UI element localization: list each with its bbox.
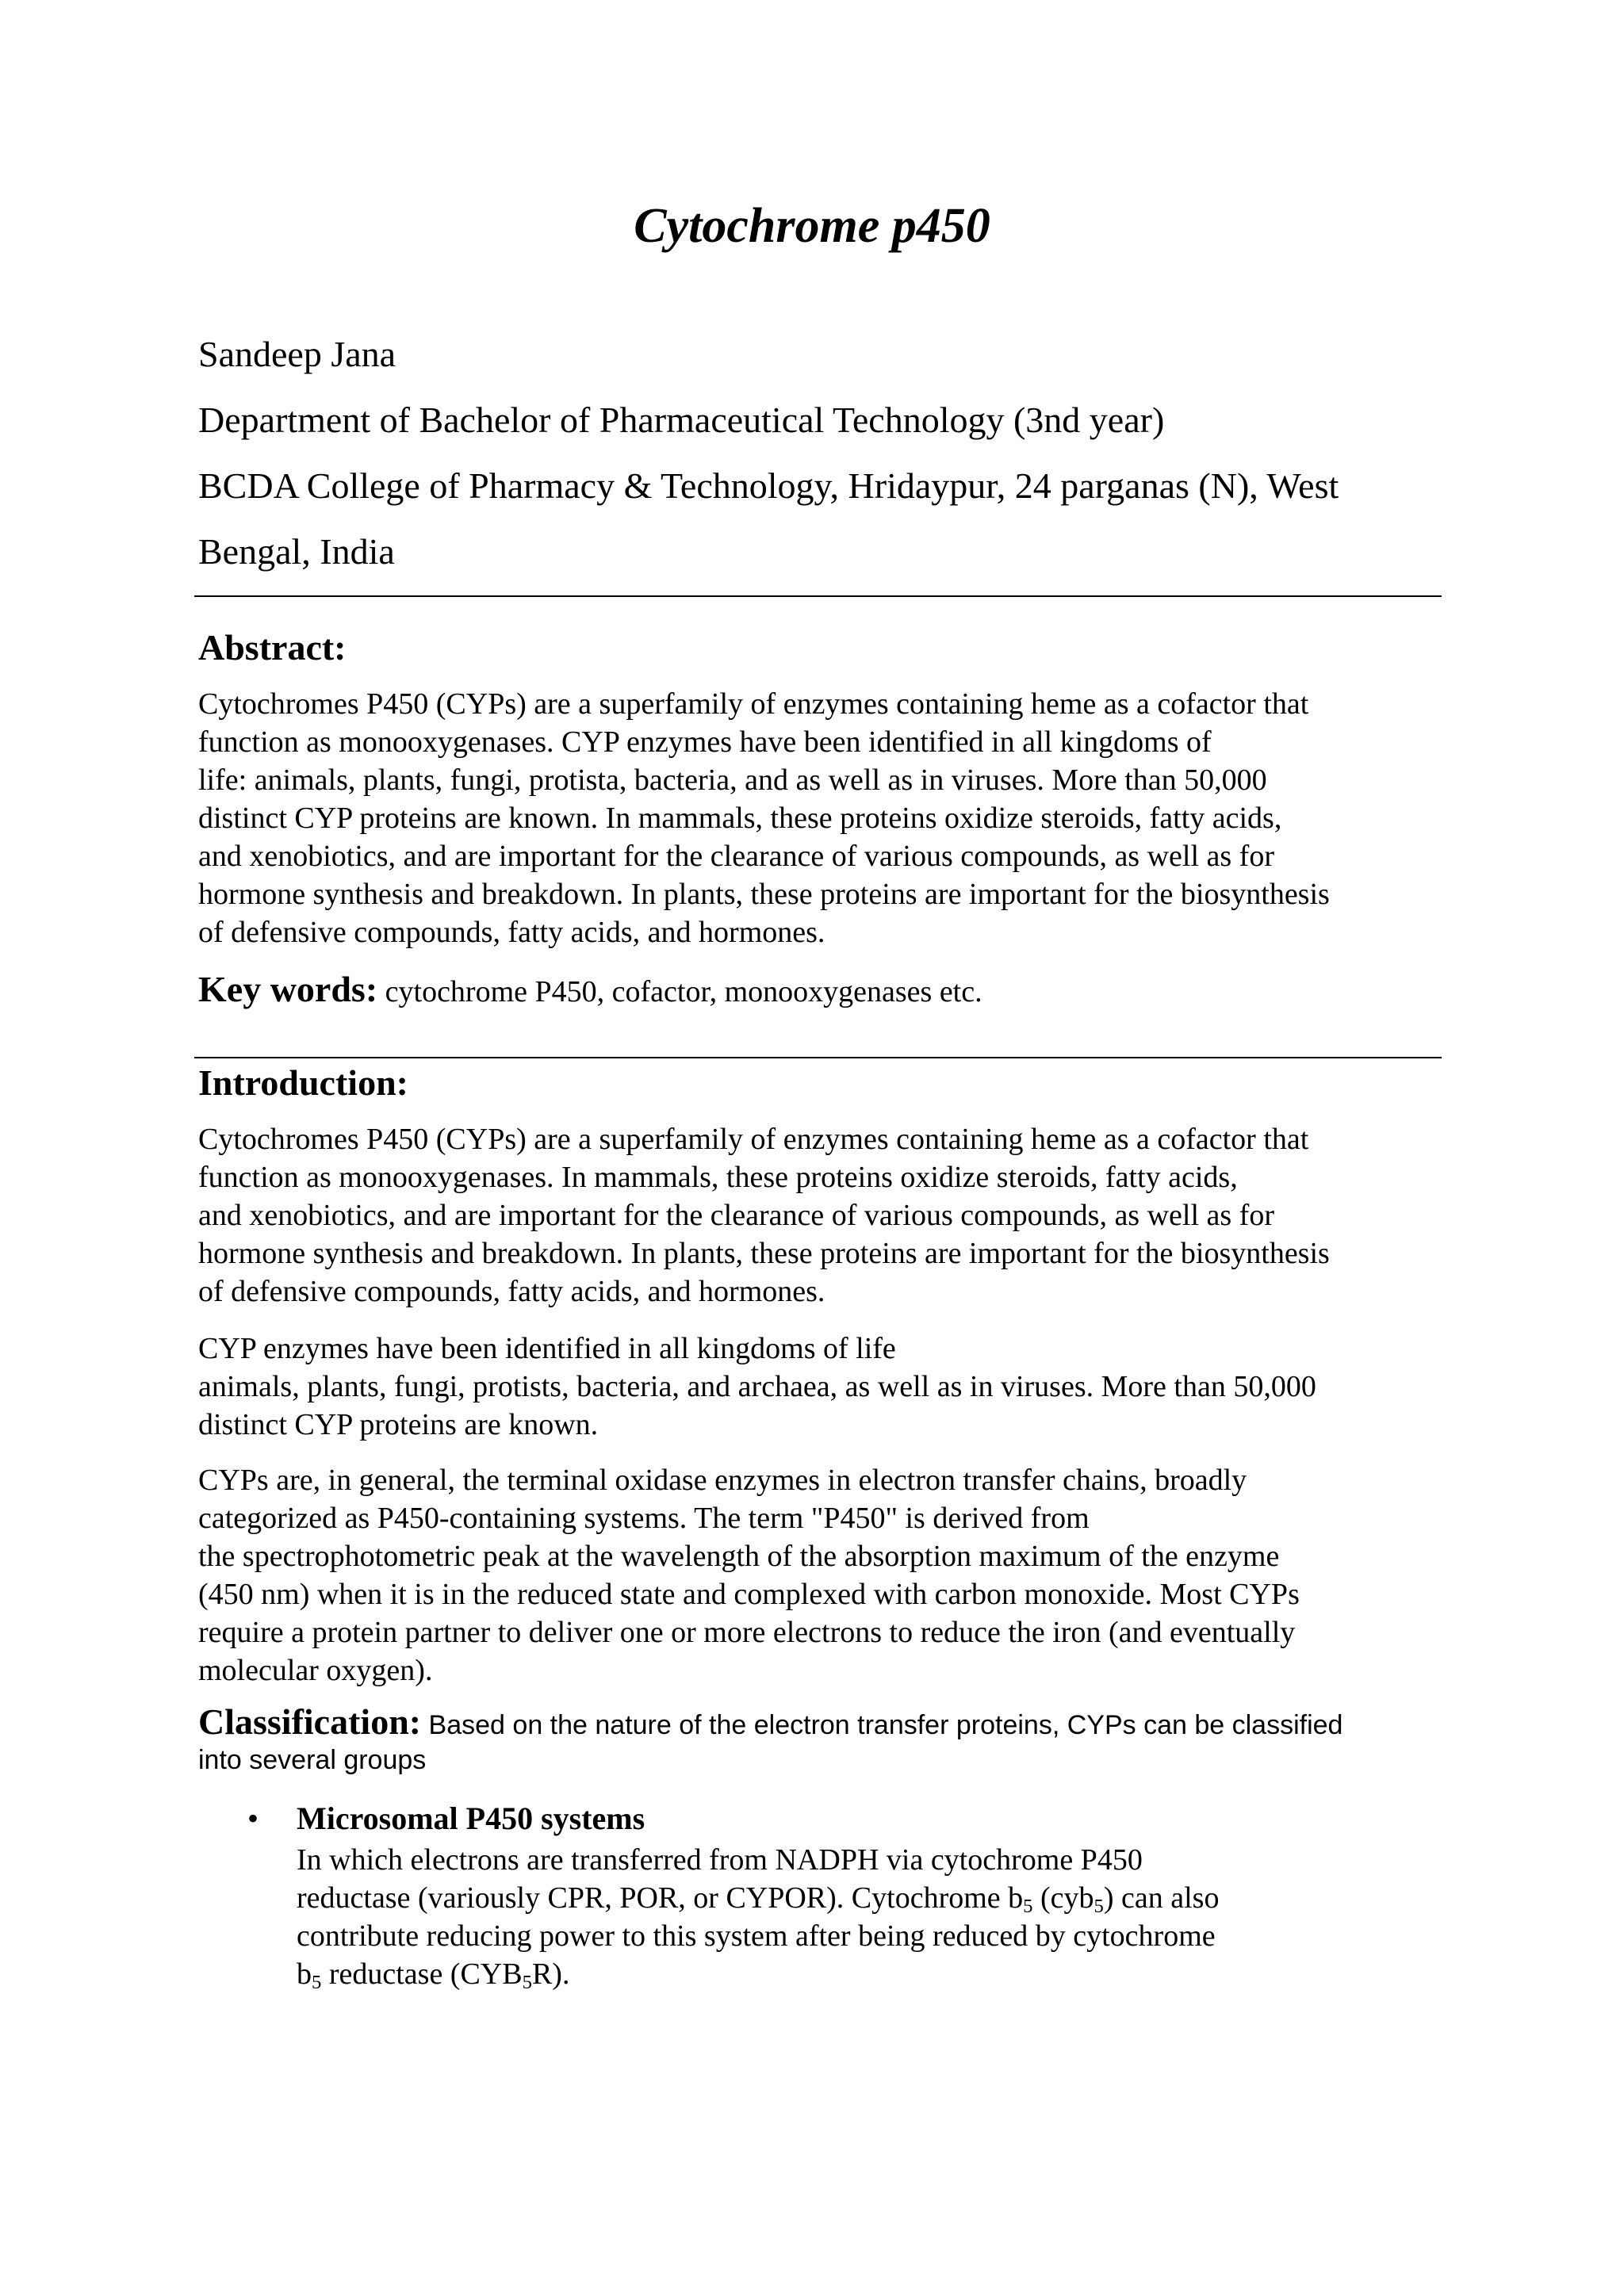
bullet-line-part: R). (531, 1957, 570, 1991)
divider-rule-top (194, 595, 1442, 597)
abstract-line: distinct CYP proteins are known. In mammals, these proteins oxidize steroids, fatty acids, (198, 802, 1282, 835)
intro-line: the spectrophotometric peak at the wavelength of the absorption maximum of the enzyme (198, 1540, 1280, 1573)
introduction-paragraph-1 (198, 1120, 1330, 1311)
intro-line: categorized as P450-containing systems. The term "P450" is derived from (198, 1502, 1090, 1535)
intro-line: CYP enzymes have been identified in all kingdoms of life (198, 1332, 896, 1365)
introduction-paragraph-2 (198, 1330, 1316, 1444)
abstract-line: hormone synthesis and breakdown. In plants, these proteins are important for the biosynthesis (198, 878, 1330, 911)
bullet-item-text (297, 1841, 1219, 1993)
keywords-text: cytochrome P450, cofactor, monooxygenases etc. (377, 975, 982, 1008)
bullet-line-part: b (297, 1957, 312, 1991)
author-name: Sandeep Jana (198, 334, 396, 374)
bullet-line (297, 1879, 1219, 1917)
introduction-paragraph-3 (198, 1461, 1300, 1689)
abstract-line: life: animals, plants, fungi, protista, bacteria, and as well as in viruses. More than 50,000 (198, 763, 1267, 797)
bullet-icon: • (247, 1800, 259, 1836)
intro-line: Cytochromes P450 (CYPs) are a superfamily of enzymes containing heme as a cofactor that (198, 1123, 1309, 1156)
bullet-line-part: (cyb (1032, 1881, 1094, 1915)
bullet-line-part: ) can also (1103, 1881, 1220, 1915)
intro-line: molecular oxygen). (198, 1654, 433, 1687)
abstract-heading: Abstract: (198, 627, 347, 668)
intro-line: (450 nm) when it is in the reduced state and complexed with carbon monoxide. Most CYPs (198, 1578, 1300, 1611)
bullet-line: In which electrons are transferred from NADPH via cytochrome P450 (297, 1843, 1143, 1877)
bullet-line-part: reductase (variously CPR, POR, or CYPOR). Cytochrome b (297, 1881, 1024, 1915)
subscript-5: 5 (1094, 1896, 1104, 1918)
bullet-item-title: Microsomal P450 systems (297, 1800, 645, 1836)
intro-line: CYPs are, in general, the terminal oxidase enzymes in electron transfer chains, broadly (198, 1464, 1247, 1497)
subscript-5: 5 (1023, 1896, 1033, 1918)
bullet-line-part: reductase (CYB (321, 1957, 523, 1991)
document-title: Cytochrome p450 (634, 199, 990, 253)
intro-line: require a protein partner to deliver one or more electrons to reduce the iron (and eventually (198, 1616, 1296, 1649)
classification-label: Classification: (198, 1701, 422, 1742)
author-department: Department of Bachelor of Pharmaceutical Technology (3nd year) (198, 400, 1165, 440)
author-affiliation-line2: Bengal, India (198, 531, 395, 572)
divider-rule-bottom (194, 1057, 1442, 1058)
subscript-5: 5 (312, 1972, 322, 1994)
classification-text-line2: into several groups (198, 1745, 427, 1775)
classification-text: Based on the nature of the electron transfer proteins, CYPs can be classified (421, 1710, 1343, 1740)
keywords-line (198, 966, 982, 1022)
intro-line: and xenobiotics, and are important for the clearance of various compounds, as well as for (198, 1199, 1274, 1232)
subscript-5: 5 (522, 1972, 532, 1994)
bullet-line: contribute reducing power to this system after being reduced by cytochrome (297, 1919, 1216, 1953)
introduction-heading: Introduction: (198, 1062, 408, 1103)
intro-line: hormone synthesis and breakdown. In plants, these proteins are important for the biosynthesis (198, 1237, 1330, 1270)
abstract-line: Cytochromes P450 (CYPs) are a superfamily of enzymes containing heme as a cofactor that (198, 687, 1309, 721)
abstract-line: function as monooxygenases. CYP enzymes have been identified in all kingdoms of (198, 725, 1212, 759)
abstract-line: and xenobiotics, and are important for the clearance of various compounds, as well as for (198, 840, 1274, 873)
abstract-line: of defensive compounds, fatty acids, and hormones. (198, 916, 825, 949)
intro-line: animals, plants, fungi, protists, bacteria, and archaea, as well as in viruses. More than 50,000 (198, 1370, 1316, 1403)
intro-line: distinct CYP proteins are known. (198, 1408, 599, 1441)
author-block (198, 321, 1339, 584)
keywords-label: Key words: (198, 969, 378, 1009)
intro-line: of defensive compounds, fatty acids, and hormones. (198, 1275, 825, 1308)
author-affiliation-line1: BCDA College of Pharmacy & Technology, Hridaypur, 24 parganas (N), West (198, 465, 1339, 506)
intro-line: function as monooxygenases. In mammals, these proteins oxidize steroids, fatty acids, (198, 1161, 1238, 1194)
abstract-paragraph (198, 685, 1330, 951)
bullet-line (297, 1955, 1219, 1993)
